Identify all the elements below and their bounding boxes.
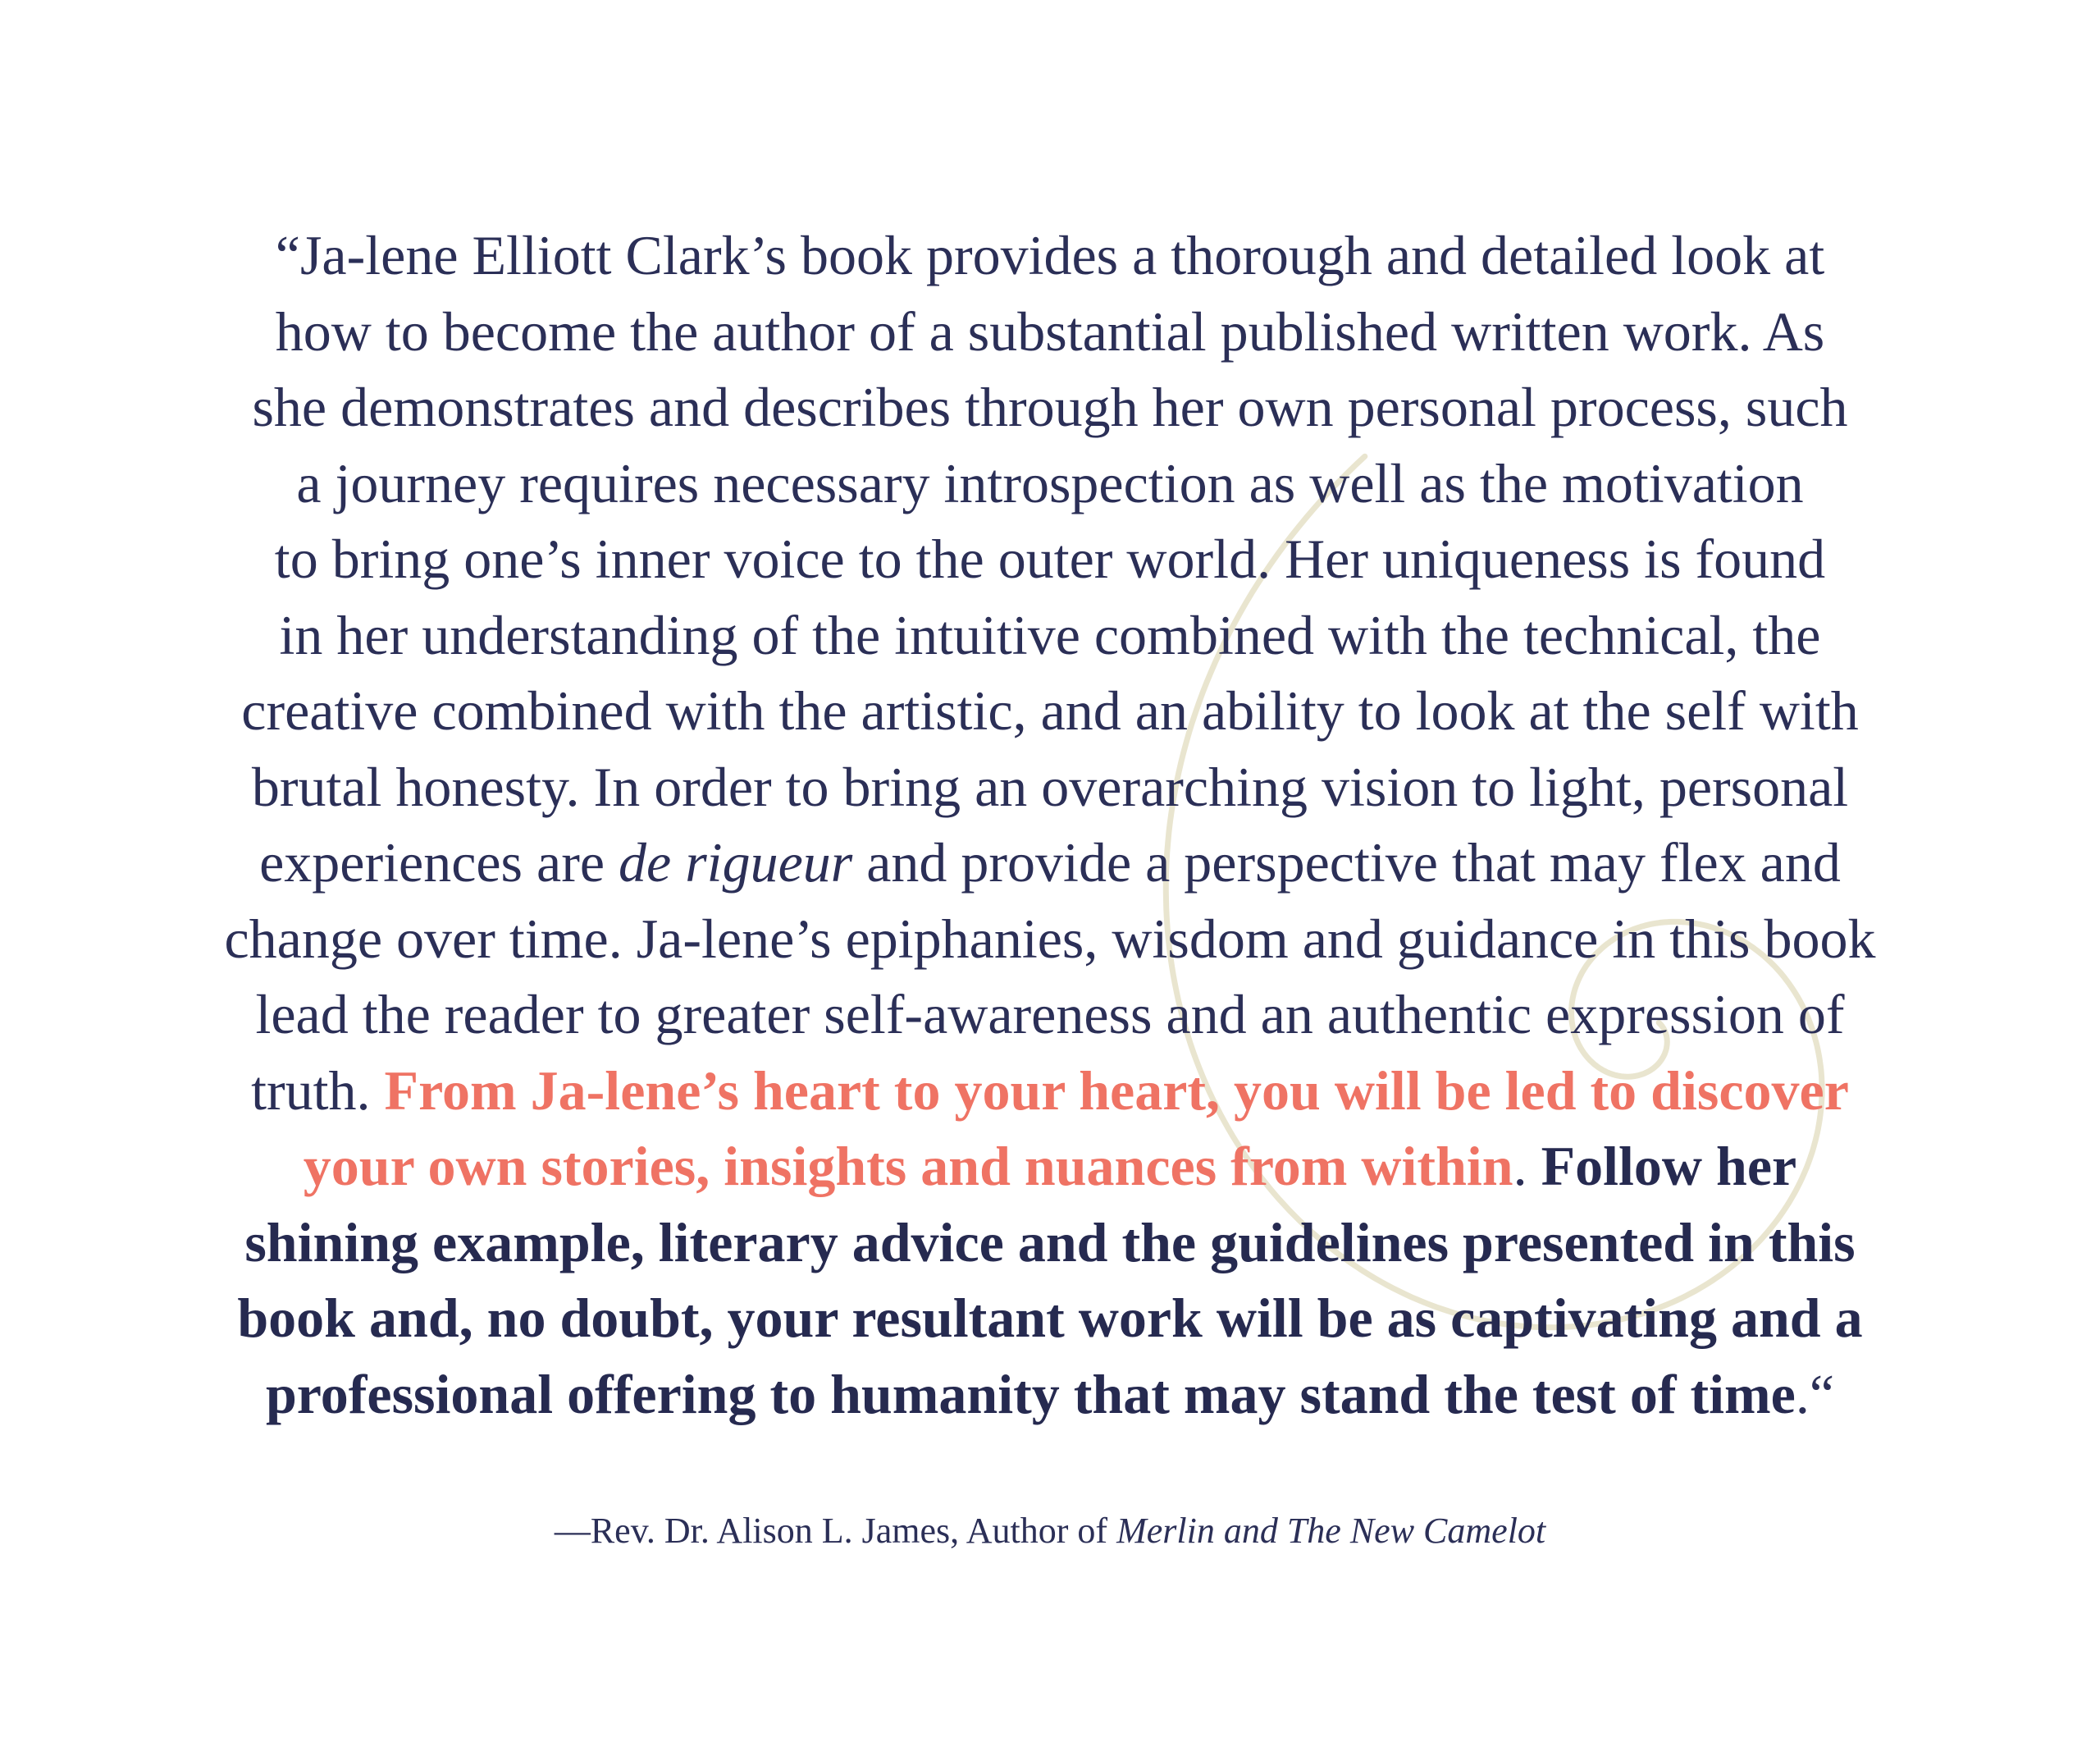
quote-line: shining example, literary advice and the guidelines presented in this: [244, 1210, 1856, 1273]
quote-line: how to become the author of a substantial published written work. As: [275, 299, 1825, 363]
quote-italic-phrase: de rigueur: [619, 831, 853, 894]
quote-line: change over time. Ja-lene’s epiphanies, wisdom and guidance in this book: [224, 907, 1876, 970]
quote-line: [123, 1128, 1977, 1205]
quote-bold-text: Follow her: [1527, 1135, 1797, 1197]
quote-line: [123, 825, 1977, 901]
quote-text: and provide a perspective that may flex and: [852, 831, 1841, 894]
attribution-text: —Rev. Dr. Alison L. James, Author of: [554, 1511, 1117, 1551]
quote-line: to bring one’s inner voice to the outer world. Her uniqueness is found: [274, 528, 1826, 590]
attribution-book-title: Merlin and The New Camelot: [1116, 1511, 1546, 1551]
quote-line: lead the reader to greater self-awareness and an authentic expression of: [255, 983, 1845, 1045]
quote-line: “Ja-lene Elliott Clark’s book provides a thorough and detailed look at: [275, 224, 1825, 286]
quote-text: .: [1513, 1135, 1527, 1197]
quote-bold-text: professional offering to humanity that may stand the test of time: [265, 1362, 1796, 1425]
quote-text: experiences are: [259, 831, 619, 894]
quote-highlight: From Ja-lene’s heart to your heart, you will be led to discover: [384, 1058, 1849, 1122]
quote-line: in her understanding of the intuitive combined with the technical, the: [279, 603, 1821, 666]
quote-line: a journey requires necessary introspection as well as the motivation: [296, 451, 1804, 514]
quote-line: creative combined with the artistic, and an ability to look at the self with: [241, 679, 1859, 742]
testimonial-quote: [123, 217, 1977, 1432]
quote-text: truth.: [251, 1058, 385, 1122]
quote-line: [123, 1053, 1977, 1129]
attribution: [0, 1506, 2100, 1556]
quote-line: [123, 1356, 1977, 1433]
quote-highlight: your own stories, insights and nuances from within: [303, 1135, 1513, 1197]
quote-line: brutal honesty. In order to bring an overarching vision to light, personal: [251, 755, 1849, 818]
quote-text: .“: [1795, 1362, 1835, 1425]
quote-line: she demonstrates and describes through her own personal process, such: [252, 376, 1848, 438]
quote-line: book and, no doubt, your resultant work will be as captivating and a: [237, 1287, 1863, 1349]
